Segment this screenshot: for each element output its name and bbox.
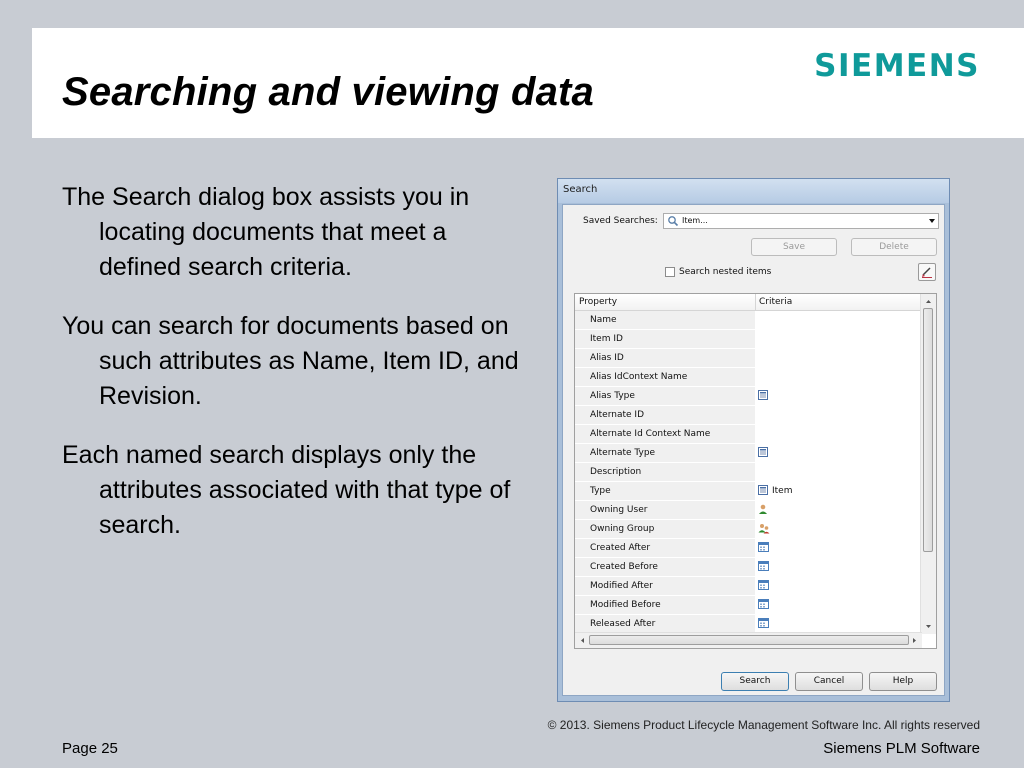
property-cell xyxy=(575,406,755,425)
company-name: Siemens PLM Software xyxy=(823,740,980,757)
search-button[interactable]: Search xyxy=(721,672,789,691)
body-text xyxy=(62,180,532,567)
column-header-criteria[interactable] xyxy=(756,294,922,311)
help-button[interactable]: Help xyxy=(869,672,937,691)
property-label: Type xyxy=(590,486,611,496)
property-label: Alias ID xyxy=(590,353,624,363)
saved-searches-value: Item... xyxy=(682,216,708,225)
property-label: Created Before xyxy=(590,562,658,572)
property-cell xyxy=(575,596,755,615)
property-cell xyxy=(575,425,755,444)
property-label: Owning User xyxy=(590,505,648,515)
property-label: Description xyxy=(590,467,642,477)
edit-icon xyxy=(919,264,935,280)
search-nested-checkbox[interactable] xyxy=(665,267,675,277)
slide-title: Searching and viewing data xyxy=(62,70,594,114)
cancel-button[interactable]: Cancel xyxy=(795,672,863,691)
property-cell xyxy=(575,311,755,330)
table-row[interactable] xyxy=(575,577,922,596)
property-label: Owning Group xyxy=(590,524,655,534)
table-row[interactable] xyxy=(575,444,922,463)
table-row[interactable] xyxy=(575,368,922,387)
scroll-down-icon[interactable] xyxy=(921,621,936,633)
horizontal-scroll-thumb[interactable] xyxy=(589,635,909,645)
calendar-icon[interactable] xyxy=(758,599,769,612)
vertical-scrollbar[interactable] xyxy=(920,294,936,634)
search-nested-label: Search nested items xyxy=(679,267,772,277)
calendar-icon[interactable] xyxy=(758,580,769,593)
saved-searches-label: Saved Searches: xyxy=(583,216,658,226)
paragraph: The Search dialog box assists you in locating documents that meet a defined search criteria. xyxy=(62,183,470,281)
dialog-title: Search xyxy=(563,184,598,195)
table-row[interactable] xyxy=(575,406,922,425)
edit-search-button[interactable] xyxy=(918,263,936,281)
scroll-left-icon[interactable] xyxy=(576,633,588,648)
table-row[interactable] xyxy=(575,330,922,349)
scroll-right-icon[interactable] xyxy=(909,633,921,648)
table-row[interactable] xyxy=(575,425,922,444)
property-cell xyxy=(575,330,755,349)
table-row[interactable] xyxy=(575,482,922,501)
saved-searches-dropdown[interactable] xyxy=(663,213,939,229)
column-header-label: Property xyxy=(579,297,618,307)
list-icon[interactable] xyxy=(758,447,768,460)
dialog-titlebar[interactable] xyxy=(558,179,949,203)
search-criteria-table xyxy=(574,293,937,649)
table-row[interactable] xyxy=(575,539,922,558)
calendar-icon[interactable] xyxy=(758,618,769,631)
property-cell xyxy=(575,387,755,406)
paragraph: Each named search displays only the attributes associated with that type of search. xyxy=(62,441,511,539)
siemens-logo: SIEMENS xyxy=(814,48,980,84)
column-header-label: Criteria xyxy=(759,297,793,307)
property-label: Modified Before xyxy=(590,600,661,610)
property-cell xyxy=(575,520,755,539)
property-cell xyxy=(575,558,755,577)
group-icon[interactable] xyxy=(758,523,770,537)
property-cell xyxy=(575,349,755,368)
property-label: Alternate ID xyxy=(590,410,644,420)
property-cell xyxy=(575,501,755,520)
header-band xyxy=(32,28,1024,138)
list-icon[interactable] xyxy=(758,390,768,403)
search-icon xyxy=(667,215,679,227)
property-label: Item ID xyxy=(590,334,623,344)
property-label: Alternate Type xyxy=(590,448,656,458)
property-label: Alternate Id Context Name xyxy=(590,429,711,439)
table-row[interactable] xyxy=(575,387,922,406)
scroll-up-icon[interactable] xyxy=(921,295,936,307)
table-row[interactable] xyxy=(575,311,922,330)
property-cell xyxy=(575,368,755,387)
vertical-scroll-thumb[interactable] xyxy=(923,308,933,552)
calendar-icon[interactable] xyxy=(758,542,769,555)
property-cell xyxy=(575,444,755,463)
property-cell xyxy=(575,577,755,596)
column-header-property[interactable] xyxy=(575,294,756,311)
delete-button[interactable]: Delete xyxy=(851,238,937,256)
user-icon[interactable] xyxy=(758,504,768,518)
table-row[interactable] xyxy=(575,349,922,368)
chevron-down-icon xyxy=(929,219,935,223)
table-row[interactable] xyxy=(575,596,922,615)
criteria-value: Item xyxy=(772,486,793,496)
dialog-client xyxy=(562,204,945,696)
page-number: Page 25 xyxy=(62,740,118,757)
property-cell xyxy=(575,463,755,482)
paragraph: You can search for documents based on such attributes as Name, Item ID, and Revision. xyxy=(62,312,519,410)
list-icon[interactable] xyxy=(758,485,768,498)
save-button[interactable]: Save xyxy=(751,238,837,256)
property-label: Alias Type xyxy=(590,391,635,401)
property-label: Released After xyxy=(590,619,656,629)
table-row[interactable] xyxy=(575,501,922,520)
copyright-notice: © 2013. Siemens Product Lifecycle Management Software Inc. All rights reserved xyxy=(547,718,980,732)
horizontal-scrollbar[interactable] xyxy=(575,632,922,648)
property-label: Modified After xyxy=(590,581,653,591)
table-row[interactable] xyxy=(575,558,922,577)
table-row[interactable] xyxy=(575,520,922,539)
calendar-icon[interactable] xyxy=(758,561,769,574)
search-dialog xyxy=(557,178,950,702)
property-label: Created After xyxy=(590,543,651,553)
property-cell xyxy=(575,539,755,558)
property-label: Name xyxy=(590,315,617,325)
property-cell xyxy=(575,482,755,501)
property-label: Alias IdContext Name xyxy=(590,372,688,382)
table-row[interactable] xyxy=(575,463,922,482)
